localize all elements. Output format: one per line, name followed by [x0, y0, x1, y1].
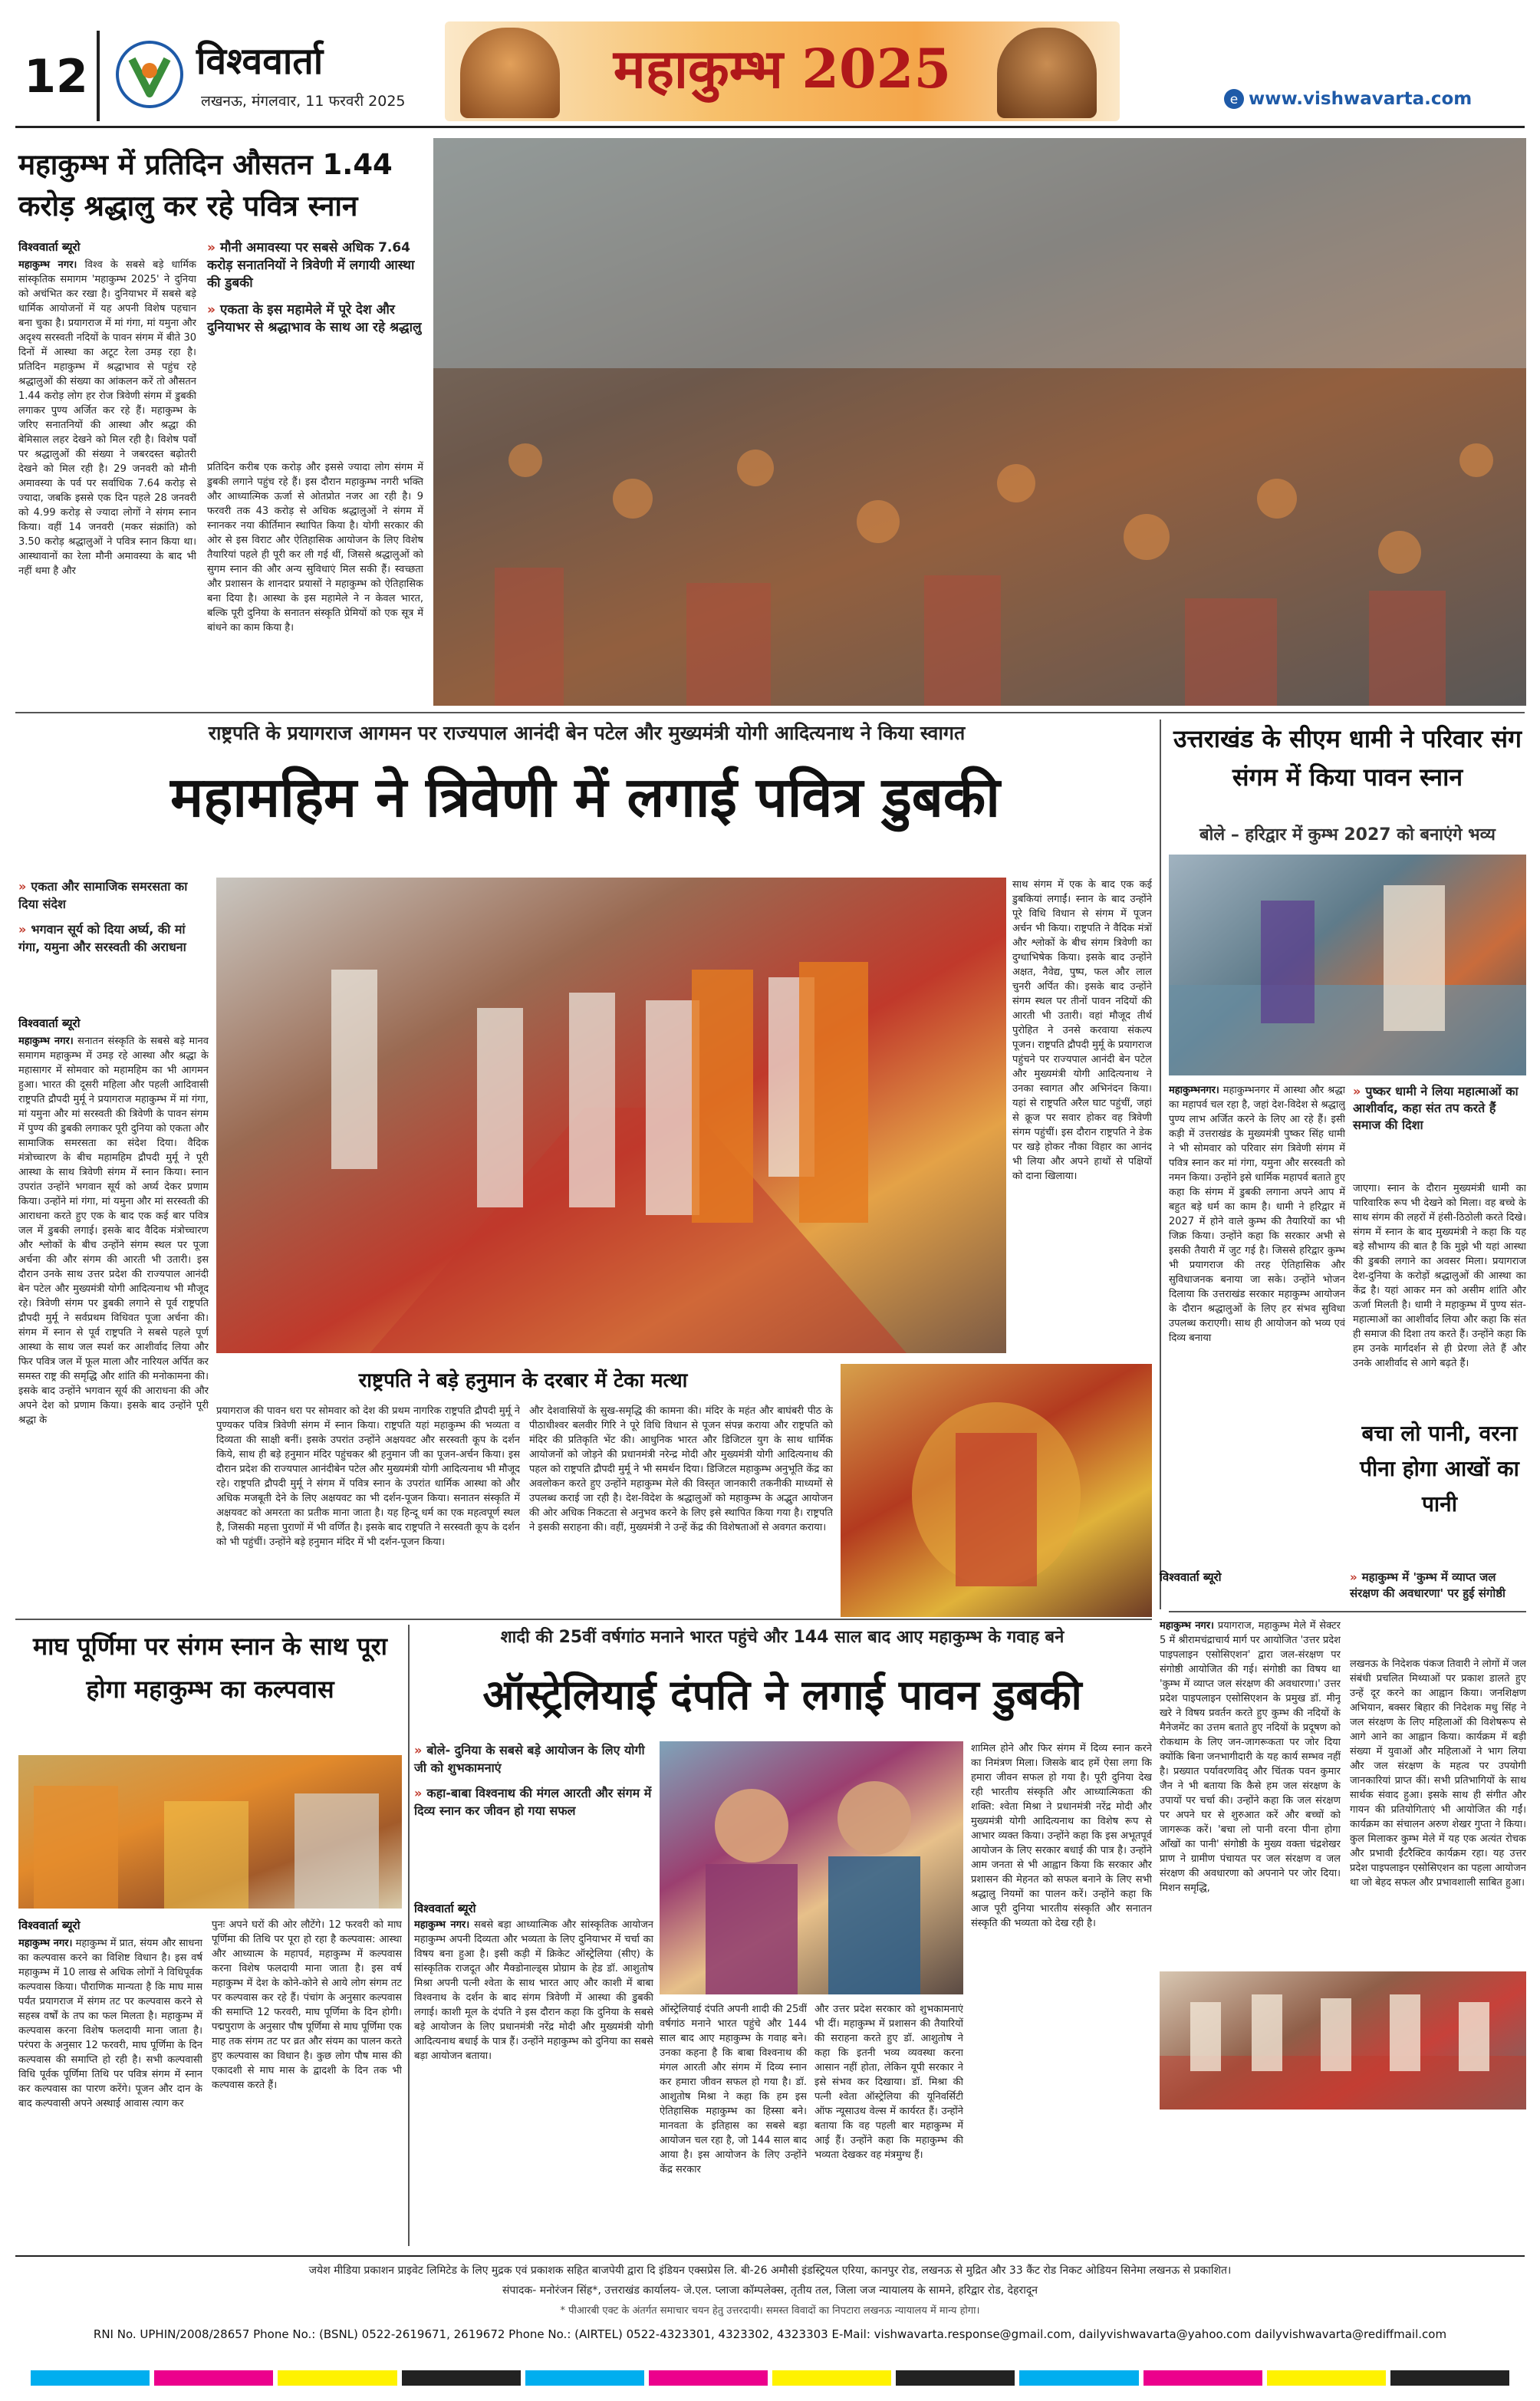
story1-bullets [207, 239, 423, 469]
story3-subhead: बोले – हरिद्वार में कुम्भ 2027 को बनाएंगे भव्य [1199, 825, 1496, 845]
story5-col2: पुनः अपने घरों की ओर लौटेंगे। 12 फरवरी को माघ पूर्णिमा की तिथि पर पूरा हो रहा है कल्पवास: आस्था और आध्यात्म के महापर्व, महाकुम्भ में कल्पवास करना विशेष फलदायी माना जाता है। इस वर्ष महाकुम्भ में देश के कोने-कोने से आये लोग संगम तट पर कल्पवास कर रहे हैं। पंचांग के अनुसार कल्पवास की समाप्ति 12 फरवरी, माघ पूर्णिमा के दिन होगी। पद्मपुराण के अनुसार पौष पूर्णिमा से माघ पूर्णिमा एक माह तक संगम तट पर व्रत और संयम का पालन करते हुए कल्पवास का विधान है। कुछ लोग पौष मास की एकादशी से माघ मास के द्वादशी के दिन तक भी कल्पवास करते हैं। [212, 1919, 402, 2091]
masthead-rule [15, 126, 1525, 128]
story3-body-text: महाकुम्भनगर में आस्था और श्रद्धा का महापर्व चल रहा है, जहां देश-विदेश से श्रद्धालु पुण्य लाभ अर्जित करने के लिए आ रहे हैं। इसी कड़ी में उत्तराखंड के मुख्यमंत्री पुष्कर सिंह धामी ने भी सोमवार को परिवार संग त्रिवेणी संगम में पवित्र स्नान कर मां गंगा, यमुना और सरस्वती को नमन किया। उन्होंने इसे धार्मिक महापर्व बताते हुए कहा कि संगम में डुबकी लगाना अपने आप में बहुत बड़े धर्म का काम है। धामी ने हरिद्वार में 2027 में होने वाले कुम्भ की तैयारियों का भी जिक्र किया। उन्होंने कहा कि सरकार अभी से इसकी तैयारी में जुट गई है। जिससे हरिद्वार कुम्भ भी प्रयागराज की तरह ऐतिहासिक और सुविधाजनक बनाया जा सके। उन्होंने भोजन दिलाया कि उत्तराखंड सरकार महाकुम्भ आयोजन के दौरान श्रद्धालुओं के लिए हर संभव सुविधा उपलब्ध कराएगी। साथ ही आयोजन को भव्य एवं दिव्य बनाया [1169, 1085, 1345, 1344]
story2-bullets [18, 878, 210, 1000]
dateline: लखनऊ, मंगलवार, 11 फरवरी 2025 [201, 93, 406, 110]
story3-dateline: महाकुम्भनगर। [1169, 1085, 1219, 1096]
story2-kicker: राष्ट्रपति के प्रयागराज आगमन पर राज्यपाल आनंदी बेन पटेल और मुख्यमंत्री योगी आदित्यनाथ ने किया स्वागत [208, 722, 966, 744]
crowd-illustration [433, 138, 1526, 706]
story6-dateline: महाकुम्भ नगर। [414, 1919, 470, 1931]
story6-headline: ऑस्ट्रेलियाई दंपति ने लगाई पावन डुबकी [482, 1671, 1082, 1719]
website-link[interactable]: www.vishwavarta.com [1249, 89, 1473, 109]
column-rule-2 [408, 1625, 410, 2246]
story1-body2: प्रतिदिन करीब एक करोड़ और इससे ज्यादा लोग संगम में डुबकी लगाने पहुंच रहे हैं। इस दौरान महाकुम्भ नगरी भक्ति और आध्यात्मिक ऊर्जा से ओतप्रोत नजर आ रही है। 9 फरवरी तक 43 करोड़ से अधिक श्रद्धालुओं ने संगम में स्नानकर नया कीर्तिमान स्थापित किया है। योगी सरकार की ओर से इस विराट और ऐतिहासिक आयोजन के लिए विशेष तैयारियां पहले ही पूरी कर ली गई थीं, जिससे श्रद्धालुओं को सुगम स्नान की और अन्य सुविधाएं मिल सकी हैं। स्वच्छता और प्रशासन के शानदार प्रयासों ने महाकुम्भ को ऐतिहासिक बना दिया है। आस्था के इस महामेले ने न केवल भारत, बल्कि पूरी दुनिया के सनातन संस्कृति प्रेमियों को एक सूत्र में बांधने का काम किया है। [207, 462, 423, 634]
special-banner [445, 21, 1120, 121]
story5-headline: माघ पूर्णिमा पर संगम स्नान के साथ पूरा होगा महाकुम्भ का कल्पवास [33, 1632, 387, 1704]
hanuman-temple-photo [841, 1364, 1152, 1617]
story2-photo-caption: राष्ट्रपति ने बड़े हनुमान के दरबार में टेका मत्था [358, 1369, 688, 1392]
story3-body [1169, 1083, 1345, 1612]
page-number: 12 [24, 50, 88, 104]
story6-body [414, 1918, 653, 2246]
story4-headline: बचा लो पानी, वरना पीना होगा आखों का पानी [1360, 1421, 1519, 1517]
story5-body-text: महाकुम्भ में प्रात, संयम और साधना का कल्पवास करने का विशिष्ट विधान है। इस वर्ष महाकुम्भ में 10 लाख से अधिक लोगों ने विधिपूर्वक कल्पवास किया। पौराणिक मान्यता है कि माघ मास पर्यंत प्रयागराज में संगम तट पर कल्पवास करने से सहस्त्र वर्षों के तप का फल मिलता है। महाकुम्भ में कल्पवास करना विशेष फलदायी माना जाता है। परंपरा के अनुसार 12 फरवरी, माघ पूर्णिमा के दिन कल्पवास की समाप्ति हो रही है। सभी कल्पवासी विधि पूर्वक पूर्णिमा तिथि पर पवित्र संगम में स्नान कर कल्पवास का पारण करेंगे। पूजन और दान के बाद कल्पवासी अपने अस्थाई आवास त्याग कर [18, 1938, 202, 2110]
story3-headline: उत्तराखंड के सीएम धामी ने परिवार संग संगम में किया पावन स्नान [1173, 724, 1522, 792]
story4-bullet: » महाकुम्भ में 'कुम्भ में व्याप्त जल संरक्षण की अवधारणा' पर हुई संगोष्ठी [1350, 1570, 1505, 1600]
story5-byline: विश्ववार्ता ब्यूरो [18, 1918, 81, 1932]
story6-bullet: » बोले- दुनिया के सबसे बड़े आयोजन के लिए योगी जी को शुभकामनाएं [414, 1743, 645, 1775]
story5-dateline: महाकुम्भ नगर। [18, 1938, 73, 1949]
svg-text:e: e [1229, 92, 1239, 107]
river-bathing-illustration [1169, 855, 1526, 1075]
story1-dateline: महाकुम्भ नगर। [18, 259, 77, 271]
story6-byline: विश्ववार्ता ब्यूरो [414, 1902, 476, 1915]
story2-byline: विश्ववार्ता ब्यूरो [18, 1016, 81, 1030]
website-icon [1222, 87, 1245, 110]
story6-kicker: शादी की 25वीं वर्षगांठ मनाने भारत पहुंचे और 144 साल बाद आए महाकुम्भ के गवाह बने [500, 1628, 1065, 1647]
story2-headline: महामहिम ने त्रिवेणी में लगाई पवित्र डुबकी [170, 765, 1000, 829]
story1-body [18, 258, 196, 703]
story2-bullet: » एकता और सामाजिक समरसता का दिया संदेश [18, 879, 188, 911]
kalpvas-illustration [18, 1755, 402, 1909]
section-rule-bottom [15, 1619, 1152, 1620]
story6-col4: शामिल होने और फिर संगम में दिव्य स्नान करने का निमंत्रण मिला। जिसके बाद हमें ऐसा लगा कि हमारा जीवन सफल हो गया है। पूरी दुनिया देख रही भारतीय संस्कृति और आध्यात्मिकता की शक्ति: श्वेता मिश्रा ने प्रधानमंत्री नरेंद्र मोदी और मुख्यमंत्री योगी आदित्यनाथ का विशेष रूप से आभार व्यक्त किया। उन्होंने कहा कि इस अभूतपूर्व आयोजन के लिए सरकार बधाई की पात्र है। उन्होंने आम जनता से भी आह्वान किया कि सरकार और प्रशासन की मेहनत को सफल बनाने के लिए सभी श्रद्धालु नियमों का पालन करें। उन्होंने कहा कि आज पूरी दुनिया भारतीय संस्कृति और सनातन संस्कृति की भव्यता को देख रही है। [971, 1743, 1152, 1929]
paper-logo-icon [115, 40, 184, 109]
seminar-illustration [1160, 1971, 1526, 2110]
kalpvas-photo [18, 1755, 402, 1909]
procession-illustration [216, 878, 1006, 1353]
footer-contact: RNI No. UPHIN/2008/28657 Phone No.: (BSNL) 0522-2619671, 2619672 Phone No.: (AIRTEL) 0522-4323301, 4323302, 4323303 E-Mail: vishwavarta.response@gmail.com, dailyvishwavarta@yahoo.com dailyvishwavarta@rediffmail.com [93, 2327, 1447, 2341]
page-number-divider [97, 31, 100, 121]
temple-illustration [841, 1364, 1152, 1617]
story4-dateline: महाकुम्भ नगर। [1160, 1620, 1214, 1632]
story4-byline: विश्ववार्ता ब्यूरो [1160, 1570, 1222, 1584]
story2-body-text: सनातन संस्कृति के सबसे बड़े मानव समागम महाकुम्भ में उमड़ रहे आस्था और श्रद्धा के महासागर में सोमवार को महामहिम का भी आगमन हुआ। भारत की दूसरी महिला और पहली आदिवासी राष्ट्रपति द्रौपदी मुर्मू ने प्रयागराज महाकुम्भ में मां गंगा, मां यमुना और मां सरस्वती की त्रिवेणी के पावन संगम में पुण्य की डुबकी लगाकर पूरी दुनिया को एकता और सामाजिक समरसता का संदेश दिया। वैदिक मंत्रोच्चारण के बीच महामहिम द्रौपदी मुर्मू ने पूरी आस्था के साथ त्रिवेणी संगम में स्नान किया। स्नान उपरांत उन्होंने भगवान सूर्य को अर्घ्य देकर प्रणाम किया। उन्होंने मां गंगा, मां यमुना और मां सरस्वती की आराधना करते हुए एक के बाद एक कई बार पवित्र जल में डुबकी लगाई। इसके बाद वैदिक मंत्रोच्चारण और श्लोकों के बीच उन्होंने संगम स्थल पर पूजा अर्चना की और संगम की आरती भी उतारी। इस दौरान उनके साथ उत्तर प्रदेश की राज्यपाल आनंदी बेन पटेल और मुख्यमंत्री योगी आदित्यनाथ भी मौजूद रहे। त्रिवेणी संगम पर डुबकी लगाने से पूर्व राष्ट्रपति द्रौपदी मुर्मू ने सर्वप्रथम विधिवत पूजा अर्चना की। संगम में स्नान से पूर्व राष्ट्रपति ने सबसे पहले पूर्ण आस्था के साथ जल स्पर्श कर आशीर्वाद लिया और फिर पवित्र जल में फूल माला और नारियल अर्पित कर समस्त राष्ट्र की समृद्धि और शांति की मनोकामना की। इसके बाद उन्होंने भगवान सूर्य की आराधना की और अपने देश को प्रणाम किया। इसके बाद उन्होंने पूरी श्रद्धा के [18, 1036, 209, 1426]
story1-body-text: विश्व के सबसे बड़े धार्मिक सांस्कृतिक समागम 'महाकुम्भ 2025' ने दुनिया को अचंभित कर रखा है। दुनियाभर में सबसे बड़े धार्मिक आयोजनों में यह अपनी विशेष पहचान बना चुका है। प्रयागराज में मां गंगा, मां यमुना और अदृश्य सरस्वती नदियों के पावन संगम में बीते 30 दिनों में आस्था का अटूट रेला उमड़ रहा है। प्रतिदिन महाकुम्भ में श्रद्धाभाव से पहुंच रहे श्रद्धालुओं की संख्या का आंकलन करें तो औसतन 1.44 करोड़ लोग हर रोज त्रिवेणी संगम में डुबकी लगाकर पुण्य अर्जित कर रहे हैं। महाकुम्भ के जरिए सनातनियों की आस्था और श्रद्धा की बेमिसाल लहर देखने को मिल रही है। विशेष पर्वों पर श्रद्धालुओं की संख्या ने जबरदस्त बढ़ोतरी देखने को मिल रही है। 29 जनवरी को मौनी अमावस्या के पर्व पर सर्वाधिक 7.64 करोड़ से ज्यादा, जबकि इससे एक दिन पहले 28 जनवरी को 4.99 करोड़ से ज्यादा लोगों ने संगम स्नान किया। वहीं 14 जनवरी (मकर संक्रांति) को 3.50 करोड़ श्रद्धालुओं ने पवित्र स्नान किया था। आस्थावानों का रेला मौनी अमावस्या के बाद भी नहीं थमा है और [18, 259, 196, 577]
footer-imprint: जयेश मीडिया प्रकाशन प्राइवेट लिमिटेड के लिए मुद्रक एवं प्रकाशक सहित बाजपेयी द्वारा दि इंडियन एक्सप्रेस लि. बी-26 अमौसी इंडस्ट्रियल एरिया, कानपुर रोड, लखनऊ से मुद्रित और 33 कैंट रोड निकट ओडियन सिनेमा लखनऊ से प्रकाशित। [308, 2264, 1232, 2277]
story3-bullet: » पुष्कर धामी ने लिया महात्माओं का आशीर्वाद, कहा संत तप करते हैं समाज की दिशा [1353, 1084, 1519, 1132]
footer-note: * पीआरबी एक्ट के अंतर्गत समाचार चयन हेतु उत्तरदायी। समस्त विवादों का निपटारा लखनऊ न्यायालय में मान्य होगा। [560, 2305, 980, 2317]
print-color-bar [31, 2370, 1509, 2386]
banner-figure-left [460, 28, 560, 118]
story1-headline: महाकुम्भ में प्रतिदिन औसतन 1.44 करोड़ श्रद्धालु कर रहे पवित्र स्नान [18, 148, 393, 222]
story2-president-photo [216, 878, 1006, 1353]
story1-bullet: » एकता के इस महामेले में पूरे देश और दुनियाभर से श्रद्धाभाव के साथ आ रहे श्रद्धालु [207, 302, 422, 335]
story4-body-text: प्रयागराज, महाकुम्भ मेले में सेक्टर 5 में श्रीरामचंद्राचार्य मार्ग पर आयोजित 'उत्तर प्रदेश पाइपलाइन एसोसिएशन' द्वारा जल-संरक्षण पर संगोष्ठी आयोजित की गई। संगोष्ठी का विषय था 'कुम्भ में व्याप्त जल संरक्षण की अवधारणा।' उत्तर प्रदेश पाइपलाइन एसोसिएशन के प्रमुख डॉ. मीनू खरे ने विषय प्रवर्तन करते हुए कुम्भ की नदियों के मैनेजमेंट का उत्तम बताते हुए नदियों के प्रदूषण को रोकथाम के लिए जन-जागरूकता पर जोर दिया क्योंकि बिना जनभागीदारी के यह कार्य सम्भव नहीं है। प्रख्यात पर्यावरणविद् और चिंतक पवन कुमार जैन ने भी बताया कि कैसे हम जल संरक्षण के उपायों पर चर्चा की। उन्होंने कहा कि जल संरक्षण पर अपने घर से शुरुआत करें और बच्चों को जागरूक करें। 'बचा लो पानी वरना पीना होगा आँखों का पानी' संगोष्ठी के मुख्य वक्ता चंद्रशेखर प्राण ने ग्रामीण पंचायत पर जल संरक्षण व जल संरक्षण की अवधारणा को अपनाने पर जोर दिया। मिशन समृद्धि, [1160, 1620, 1341, 1894]
paper-name: विश्ववार्ता [196, 40, 324, 83]
banner-figure-right [997, 28, 1097, 118]
story1-crowd-photo [433, 138, 1526, 706]
story3-col2: जाएगा। स्नान के दौरान मुख्यमंत्री धामी का पारिवारिक रूप भी देखने को मिला। वह बच्चे के साथ संगम की लहरों में हंसी-ठिठोली करते दिखे। संगम में स्नान के बाद मुख्यमंत्री ने कहा कि यह बड़े सौभाग्य की बात है कि मुझे भी यहां आस्था की डुबकी लगाने का अवसर मिला। प्रयागराज देश-दुनिया के करोड़ों श्रद्धालुओं की आस्था का केंद्र है। यहां आकर मन को असीम शांति और ऊर्जा मिलती है। धामी ने महाकुम्भ में पुण्य संत-महात्माओं का आशीर्वाद लिया और कहा कि संत ही समाज की दिशा तय करते हैं। उन्होंने कहा कि हम उनके मार्गदर्शन से ही प्रेरणा लेते हैं और उनके आशीर्वाद से आगे बढ़ते हैं। [1353, 1183, 1526, 1369]
couple-illustration [660, 1741, 963, 1994]
story6-col2: ऑस्ट्रेलियाई दंपति अपनी शादी की 25वीं वर्षगांठ मनाने भारत पहुंचे और 144 साल बाद आए महाकुम्भ के गवाह बने। उनका कहना है कि बाबा विश्वनाथ की मंगल आरती और संगम में दिव्य स्नान कर हमारा जीवन सफल हो गया है। डॉ. आशुतोष मिश्रा ने कहा कि हम इस ऐतिहासिक महाकुम्भ का हिस्सा बने। मानवता के इतिहास का सबसे बड़ा आयोजन चल रहा है, जो 144 साल बाद आया है। इस आयोजन के लिए उन्होंने केंद्र सरकार [660, 2004, 807, 2175]
story6-bullet: » कहा-बाबा विश्वनाथ की मंगल आरती और संगम में दिव्य स्नान कर जीवन हो गया सफल [414, 1786, 652, 1818]
story2-col2: साथ संगम में एक के बाद एक कई डुबकियां लगाईं। स्नान के बाद उन्होंने पूरे विधि विधान से संगम में पूजन अर्चन भी किया। राष्ट्रपति ने वैदिक मंत्रों और श्लोकों के बीच संगम त्रिवेणी का दुग्धाभिषेक किया। इसके बाद उन्होंने अक्षत, नैवेद्य, पुष्प, फल और लाल चुनरी अर्पित की। इसके बाद उन्होंने संगम स्थल पर तीनों पावन नदियों की आरती भी उतारी। वहां मौजूद तीर्थ पुरोहित ने उनसे करवाया संकल्प पूजन। राष्ट्रपति द्रौपदी मुर्मू के प्रयागराज पहुंचने पर राज्यपाल आनंदी बेन पटेल और मुख्यमंत्री योगी आदित्यनाथ ने उनका स्वागत और अभिनंदन किया। यहां से राष्ट्रपति अरैल घाट पहुंचीं, जहां से क्रूज पर सवार होकर वह त्रिवेणी संगम पहुंचीं। इस दौरान राष्ट्रपति ने डेक पर खड़े होकर नौका विहार का आनंद भी लिया और अपने हाथों से पक्षियों को दाना खिलाया। [1012, 879, 1152, 1182]
water-seminar-photo [1160, 1971, 1526, 2110]
story5-body [18, 1936, 202, 2246]
story1-bullet: » मौनी अमावस्या पर सबसे अधिक 7.64 करोड़ सनातनियों ने त्रिवेणी में लगायी आस्था की डुबकी [207, 240, 415, 291]
footer-editor: संपादक- मनोरंजन सिंह*, उत्तराखंड कार्यालय- जे.एल. प्लाजा कॉम्पलेक्स, तृतीय तल, जिला जज न्यायालय के सामने, हरिद्वार रोड, देहरादून [502, 2284, 1038, 2297]
story2-col3b: और देशवासियों के सुख-समृद्धि की कामना की। मंदिर के महंत और बाघंबरी पीठ के पीठाधीश्वर बलवीर गिरि ने पूरे विधि विधान से पूजन संपन्न कराया और राष्ट्रपति को मंदिर की प्रतिकृति भेंट की। आधुनिक भारत और डिजिटल युग के साथ धार्मिक आयोजनों को जोड़ने की प्रधानमंत्री नरेन्द्र मोदी और मुख्यमंत्री योगी आदित्यनाथ की पहल को राष्ट्रपति द्रौपदी मुर्मू ने भी समर्थन दिया। डिजिटल महाकुम्भ अनुभूति केंद्र का अवलोकन करते हुए उन्होंने महाकुम्भ मेले की विस्तृत जानकारी तकनीकी माध्यमों से उपलब्ध कराई जा रही है। देश-विदेश के श्रद्धालुओं को महाकुम्भ के अद्भुत आयोजन की ओर अधिक निकटता से अनुभव करने के लिए इसे स्थापित किया गया है। राष्ट्रपति ने इसकी सराहना की। वहीं, मुख्यमंत्री ने उन्हें केंद्र की विशेषताओं से अवगत कराया। [529, 1405, 833, 1533]
masthead [0, 0, 1540, 130]
story2-dateline: महाकुम्भ नगर। [18, 1036, 74, 1047]
story6-col3: और उत्तर प्रदेश सरकार को शुभकामनाएं भी दीं। महाकुम्भ में प्रशासन की तैयारियों की सराहना करते हुए डॉ. आशुतोष ने कहा कि इतनी भव्य व्यवस्था करना आसान नहीं होता, लेकिन यूपी सरकार ने इसे संभव कर दिखाया। डॉ. मिश्रा की पत्नी श्वेता ऑस्ट्रेलिया की यूनिवर्सिटी ऑफ न्यूसाउथ वेल्स में कार्यरत हैं। उन्होंने बताया कि वह पहली बार महाकुम्भ में आई हैं। उन्होंने कहा कि महाकुम्भ की भव्यता देखकर वह मंत्रमुग्ध हैं। [814, 2004, 963, 2161]
story6-body-text: सबसे बड़ा आध्यात्मिक और सांस्कृतिक आयोजन महाकुम्भ अपनी दिव्यता और भव्यता के लिए दुनियाभर में चर्चा का विषय बना हुआ है। इसी कड़ी में क्रिकेट ऑस्ट्रेलिया (सीए) के सांस्कृतिक राजदूत और मैक्डोनाल्ड्स प्रोग्राम के हेड डॉ. आशुतोष मिश्रा अपनी पत्नी श्वेता के साथ भारत आए और काशी में बाबा विश्वनाथ के दर्शन के बाद संगम त्रिवेणी में आस्था की डुबकी लगाई। काशी मूल के दंपति ने इस दौरान कहा कि दुनिया के सबसे बड़े आयोजन के लिए प्रधानमंत्री नरेंद्र मोदी और मुख्यमंत्री योगी आदित्यनाथ बधाई के पात्र हैं। उन्होंने महाकुम्भ को दुनिया का सबसे बड़ा आयोजन बताया। [414, 1919, 653, 2062]
australian-couple-photo [660, 1741, 963, 1994]
story6-bullets [414, 1741, 652, 1895]
footer-rule [15, 2255, 1525, 2257]
story4-col2: लखनऊ के निदेशक पंकज तिवारी ने लोगों में जल संबंधी प्रचलित मिथ्याओं पर प्रकाश डालते हुए उन्हें दूर करने का आह्वान किया। जनशिक्षण अभियान, बक्सर बिहार की निदेशक मधु सिंह ने जल संरक्षण के लिए महिलाओं की विशेषरूप से आगे आने का आह्वान किया। कार्यक्रम में बड़ी संख्या में युवाओं और महिलाओं ने भाग लिया और जल संरक्षण के महत्व पर उपयोगी जानकारियां प्राप्त कीं। सभी प्रतिभागियों के साथ सार्थक संवाद हुआ। इसके साथ ही संगीत और गायन की प्रतियोगिताएं भी आयोजित की गईं। कार्यक्रम का संचालन अरुण शेखर गुप्ता ने किया। कुल मिलाकर कुम्भ मेले में यह एक अत्यंत रोचक और प्रभावी ईंटरैक्टिव कार्यक्रम रहा। यह उत्तर प्रदेश पाइपलाइन एसोसिएशन का पहला आयोजन था जो बेहद सफल और प्रभावशाली साबित हुआ। [1350, 1658, 1526, 1889]
special-title: महाकुम्भ 2025 [613, 37, 952, 100]
story2-bullet: » भगवान सूर्य को दिया अर्घ्य, की मां गंगा, यमुना और सरस्वती की अराधना [18, 922, 186, 954]
story2-col3a: प्रयागराज की पावन धरा पर सोमवार को देश की प्रथम नागरिक राष्ट्रपति द्रौपदी मुर्मू ने पुण्यकर पवित्र त्रिवेणी संगम में स्नान किया। राष्ट्रपति यहां महाकुम्भ की भव्यता व दिव्यता की साक्षी बनीं। इसके उपरांत उन्होंने अक्षयवट और सरस्वती कूप के दर्शन किये, साथ ही बड़े हनुमान मंदिर पहुंचकर श्री हनुमान जी का पूजन-अर्चन किया। इस दौरान प्रदेश की राज्यपाल आनंदीबेन पटेल और मुख्यमंत्री योगी आदित्यनाथ भी मौजूद रहे। राष्ट्रपति द्रौपदी मुर्मू ने संगम में पवित्र स्नान के उपरांत धार्मिक आस्था को और अधिक मजबूती देने के लिए अक्षयवट का भी दर्शन-पूजन किया। सनातन संस्कृति में अक्षयवट को अमरता का प्रतीक माना जाता है। यह हिन्दू धर्म का एक महत्वपूर्ण स्थल है, जिसकी महत्ता पुराणों में भी वर्णित है। इसके बाद राष्ट्रपति ने सरस्वती कूप के दर्शन को भी पहुंचीं। उन्होंने बड़े हनुमान मंदिर में भी दर्शन-पूजन किया। [216, 1405, 520, 1548]
section-rule [15, 712, 1525, 713]
dhami-snan-photo [1169, 855, 1526, 1075]
story1-byline: विश्ववार्ता ब्यूरो [18, 240, 81, 254]
column-rule [1160, 720, 1161, 1609]
